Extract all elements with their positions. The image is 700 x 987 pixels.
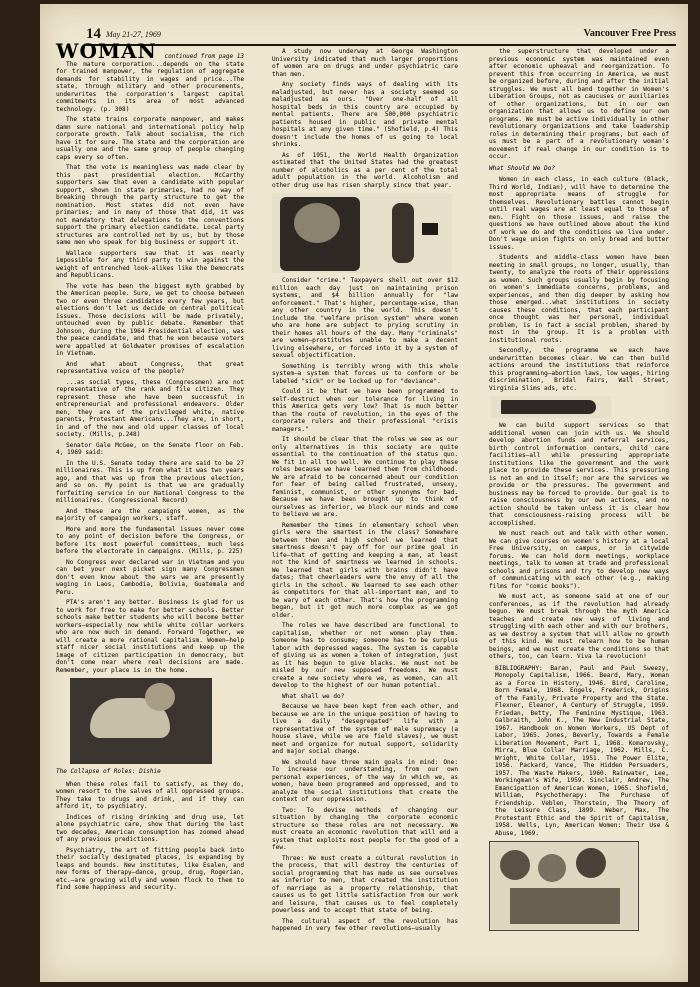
column-1-body-continued bbox=[56, 781, 244, 892]
page-header bbox=[86, 26, 676, 46]
paragraph: We must act, as someone said at one of our conferences, as if the revolution had already begun. We must break through the myth America teaches and create new ways of living and struggling with each other and with our brothers, as we destroy a system that will allow no growth of this kind. We must relearn how to be human beings, and we must create the conditions so that others, too, can learn. Viva la revolucion! bbox=[489, 593, 669, 660]
column-2 bbox=[272, 48, 458, 936]
paragraph: The roles we have described are functional to capitalism, whether or not women play them. Someone has to consume; someone has to be surplus labor with depressed wages. The system is capable of giving us as women a token of integration, just as it has begun to give blacks. We must not be misled by our new supposed freedoms. We must create a new society where we, as women, can all develop to the highest of our human potential. bbox=[272, 622, 458, 689]
section-heading: What Should We Do? bbox=[489, 164, 556, 172]
paragraph: Students and middle-class women have been meeting in small groups, no longer, usually, than twenty, to analyze the roots of their oppressions as women. Such groups usually begin by focusing on women's immediate concerns, problems, and experiences, and then dig deeper by asking how those emerged...what institutions in society causes these conditions, that each participant once thought was her personal, individual problem, is in fact a social problem, shared by most in the group. It is a problem with institutional roots. bbox=[489, 254, 669, 344]
illustration-crowd bbox=[489, 841, 639, 931]
paragraph: Consider "crime." Taxpayers shell out over $12 million each day just on maintaining prison systems, and $4 billion annually for "law enforcement." That's higher, percentage-wise, than any other country in the world. This doesn't include the "welfare prison system" where women who are home are subject to prying scrutiny in their homes all hours of the day. Many "criminals" are women—prostitutes unable to make a decent living elsewhere, or forced into it by a system of sexual objectification. bbox=[272, 277, 458, 359]
paragraph: Something is terribly wrong with this whole system—a system that forces us to conform or be labeled "sick" or be locked up for "deviance". bbox=[272, 362, 458, 385]
photo-bullet bbox=[491, 396, 611, 418]
column-1-body bbox=[56, 61, 244, 675]
paragraph: No Congress ever declared war in Vietnam and you can bet your next picket sign many Congressmen don't even know about the wars we are presently waging in Laos, Cambodia, Bolivia, Guatemala and Peru. bbox=[56, 558, 244, 596]
paragraph: Two: To devise methods of changing our situation by changing the corporate economic structure so these roles are not necessary. We must create an economic revolution that will end a system that exploits most people for the good of a few. bbox=[272, 806, 458, 851]
paragraph: That the vote is meaningless was made clear by this past presidential election. McCarthy supporters saw that even a candidate with popular support, shown in state primaries, had no way of breaking through the party structure to get the nomination. Most states did not even have primaries; and in many of those that did, it was not mandatory that delegations to the conventions support the primary election candidate. Local party structures are controlled not by us, but by those same men who speak for big business or support it. bbox=[56, 164, 244, 246]
column-3-body-continued bbox=[489, 422, 669, 661]
paragraph: Women in each class, in each culture (Black, Third World, Indian), will have to determine the most appropriate means of struggle for themselves. Revolutionary battles cannot begin until real wages are at least equal to those of men. Fight on those issues, and raise the questions we have outlined above about the kind of work we do and the conditions we live under. Don't wage union fights on only bread and butter issues. bbox=[489, 176, 669, 251]
paragraph: What shall we do? bbox=[282, 692, 345, 700]
paragraph: Could it be that we have been programmed to self-destruct when our tolerance for living in this America gets very low? That is much better than the route of revolution, in the eyes of the corporate rulers and their professional "crisis managers." bbox=[272, 388, 458, 433]
continued-note: continued from page 13 bbox=[164, 53, 244, 60]
paragraph: Any society finds ways of dealing with its maladjusted, but never has a society seemed so maladjusted as ours. "Over one-half of all hospital beds in this country are occupied by mental patients. There are 500,000 psychiatric patients housed in public and private mental hospitals at any given time." (Shofield, p.4) This doesn't include the homes of us going to local shrinks. bbox=[272, 81, 458, 148]
paragraph: Remember the times in elementary school when girls were the smartest in the class? Somewhere between then and high school we learned that smartness doesn't pay off for our prime goal in life—that of getting and keeping a man, at least not the kind of smartness we learned in schools. We learned that girls with brains didn't have dates; that cheerleaders were the envy of all the girls in the school. We learned to see each other as competitors for that all-important man, and to be wary of each other. That's how the programming began, but it got much more complex as we got older. bbox=[272, 521, 458, 619]
paragraph: When these roles fail to satisfy, as they do, women resort to the salves of all oppressed groups. They take to drugs and drink, and if they can afford it, to psychiatry. bbox=[56, 780, 244, 810]
issue-date: May 21-27, 1969 bbox=[106, 30, 161, 39]
photo-dishie bbox=[70, 678, 212, 764]
paragraph: The state trains corporate manpower, and makes damn sure national and international policy help corporate growth. Talk about socialism, the rich have it for sure. The state and the corporation are usually one and the same group of people changing caps every so often. bbox=[56, 116, 244, 161]
paragraph: A study now underway at George Washington University indicated that much larger proportions of women are on drugs and under psychiatric care than men. bbox=[272, 48, 458, 78]
bibliography: BIBLIOGRAPHY: Baran, Paul and Paul Sweezy, Monopoly Capitalism, 1966. Beard, Mary, Woman as a Force in History, 1946. Bird, Caroline, Born Female, 1968. Engels, Frederick, Origins of the Family, Private Property and the State. Flexner, Eleanor, A Century of Struggle, 1959. Friedan, Betty, The Feminine Mystique, 1963. Galbraith, John K., The New Industrial State, 1967. Handbook on Women Workers, US Dept of Labor, 1965. Jones, Beverly, Towards a Female Liberation Movement, Part 1, 1968. Komarovsky, Mirra, Blue Collar Marriage, 1962. Mills, C. Wright, White Collar, 1951. The Power Elite, 1956. Packard, Vance, The Hidden Persuaders, 1957. The Waste Makers, 1960. Rainwater, Lee, Workingman's Wife, 1959. Sinclair, Andrew, The Emancipation of American Women, 1965. Shofield, William, Psychotherapy: The Purchase of Friendship. Veblen, Thorstein, The Theory of the Leisure Class, 1899. Weber, Max, The Protestant Ethic and the Spirit of Capitalism, 1958. Wells, Lyn, American Women: Their Use & Abuse, 1969. bbox=[495, 664, 669, 837]
article-masthead bbox=[56, 39, 244, 63]
column-1 bbox=[56, 39, 244, 895]
paragraph: The cultural aspect of the revolution has happened in very few other revolutions—usually bbox=[272, 917, 458, 932]
column-2-body bbox=[272, 277, 458, 933]
photo-caption: The Collapse of Roles: Dishie bbox=[56, 768, 161, 775]
paragraph: It should be clear that the roles we see as our only alternatives in this society are quite essential to the continuation of the status quo. We fit in all too well. We continue to play these roles because we have learned them from childhood. We are afraid to be concerned about our condition for fear of being called frustrated, unsexy, feminist, communist, or other synonyms for bad. Because we have been brought up to think of ourselves as inferior, we block our minds and come to believe we are. bbox=[272, 436, 458, 518]
article-title: WOMAN bbox=[56, 39, 157, 63]
paragraph: In the U.S. Senate today there are said to be 27 millionaires. This is up from what it was two years ago, and that was up from the previous election, and so on. My point is that we are gradually forfeiting service in our National Congress to the millionaires. (Congressional Record) bbox=[56, 459, 244, 504]
paragraph: More and more the fundamental issues never come to any point of decision before the Congress, or before its most powerful committees, much less before the electorate in campaigns. (Mills, p. 225) bbox=[56, 525, 244, 555]
paragraph: Wallace supporters saw that it was nearly impossible for any third party to win against the weight of entrenched look-alikes like the Democrats and Republicans. bbox=[56, 249, 244, 279]
paper-name: Vancouver Free Press bbox=[583, 28, 676, 39]
paragraph: We should have three main goals in mind: One: To increase our understanding, from our own personal experiences, of the way in which we, as women, have been programmed and oppressed, and to analyze the social institutions that create the context of our oppression. bbox=[272, 758, 458, 803]
paragraph: And what about Congress, that great representative voice of the people? bbox=[56, 360, 244, 375]
paragraph: The mature corporation...depends on the state for trained manpower, the regulation of aggregate demands for stability in wages and price...The state, through military and other procurements, underwrites the corporation's largest capital commitments in its area of most advanced technology. (p. 308) bbox=[56, 60, 244, 113]
paragraph: We can build support services so that additional women can join with us. We should develop abortion funds and referral services, birth control information centers, child care facilities—all while pressuring appropriate institutions like the government and the work place to provide these services. This pressuring is not an end in itself; nor are the services we provide or the pressures. The government and business may be forced to provide. Our goal is to raise consciousness by our own actions, and no action should be taken unless it is clear how that consciousness-raising process will be accomplished. bbox=[489, 422, 669, 527]
page-number: 14 bbox=[86, 26, 101, 42]
paragraph: Because we have been kept from each other, and because we are in the unique position of having to live a daily "desegregated" life with a representative of the system of male supremacy (a house slave, while we are field slaves), we must meet and organize for mutual support, solidarity and major social change. bbox=[272, 703, 458, 755]
paragraph: ...as social types, these (Congressmen) are not representative of the rank and file citizen. They represent those who have been successful in entrepreneurial and professional endeavors. Older men, they are of the privileged white, native parents, Protestant Americans...They are, in short, in and of the new and old upper classes of local society. (Mills, p.248) bbox=[56, 378, 244, 438]
paragraph: Three: We must create a cultural revolution in the process, that will destroy the centuries of social programming that has made us see ourselves as inferior to men, that created the institution of marriage as a property relationship, that causes us to get little satisfaction from our work and leisure, that causes us to feel completely powerless and to accept that state of being. bbox=[272, 854, 458, 914]
paragraph: Senator Gale McGee, on the Senate floor on Feb. 4, 1969 said: bbox=[56, 441, 244, 456]
paragraph: We must reach out and talk with other women. We can give courses on women's history at a local Free University, on campus, or in citywide forums. We can hold dorm meetings, workplace meetings, talk to women at trade and professional schools and prisons and try to develop new ways of communicating with each other (e.g., making films for "comic books"). bbox=[489, 530, 669, 590]
column-3-top bbox=[489, 48, 669, 161]
paragraph: the superstructure that developed under a previous economic system was maintained even after economic upheaval and reorganization. To prevent this from occurring in America, we must be organized before, during and after the initial struggles. We must all band together in Women's Liberation Groups, not as caucuses or auxiliaries of other organizations, but in our own organization that allows us to define our own programs. We must be active individually in other revolutionary organizations and take leadership roles in determining their programs, but each of us must be a part of a revolutionary woman's movement if real change in our condition is to occur. bbox=[489, 48, 669, 160]
photo-child-and-woman bbox=[272, 193, 452, 273]
column-3-body bbox=[489, 176, 669, 392]
paragraph: PTA's aren't any better. Business is glad for us to work for free to make for better schools. Better schools make better students who will become better workers—especially now while white collar workers who are now much in demand. Forward Together, we will create a more rational capitalism. Women—help staff nicer social institutions and keep up the image of citizen participation in democracy, but don't come near where real decisions are made. Remember, your place is in the home. bbox=[56, 599, 244, 674]
paragraph: Indices of rising drinking and drug use, let alone psychiatric care, show that during the last two decades, American consumption has zoomed ahead of any previous predictions. bbox=[56, 813, 244, 843]
column-3 bbox=[489, 48, 669, 935]
column-2-top bbox=[272, 48, 458, 189]
paragraph: Secondly, the programme we each have underwritten becomes clear. We can then build actions around the institutions that reinforce this programming—abortion laws, low wages, hiring discrimination, Bridal Fairs, Wall Street, Virginia Slims ads, etc. bbox=[489, 347, 669, 392]
paragraph: The vote has been the biggest myth grabbed by the American people. Sure, we get to choose between two or even three candidates every few years, but elections don't let us decide on central political issues. Those decisions will be made privately, untouched even by public debate. Remember that Johnson, during the 1964 Presidential election, was the peace candidate, and that he won because voters were appalled at Goldwater promises of escalation in Vietnam. bbox=[56, 282, 244, 357]
paragraph: And these are the campaigns women, as the majority of campaign workers, staff. bbox=[56, 507, 244, 522]
paragraph: As of 1951, the World Health Organization estimated that the United States had the greatest number of alcoholics as a per cent of the total adult population in the world. Alcoholism and other drug use has risen sharply since that year. bbox=[272, 151, 458, 189]
paragraph: Psychiatry, the art of fitting people back into their socially designated places, is expanding by leaps and bounds. New institutes, like Esalen, and new forms of therapy—dance, group, drug, Rogerian, etc.—are growing wildly and women flock to them to find some happiness and security. bbox=[56, 846, 244, 891]
